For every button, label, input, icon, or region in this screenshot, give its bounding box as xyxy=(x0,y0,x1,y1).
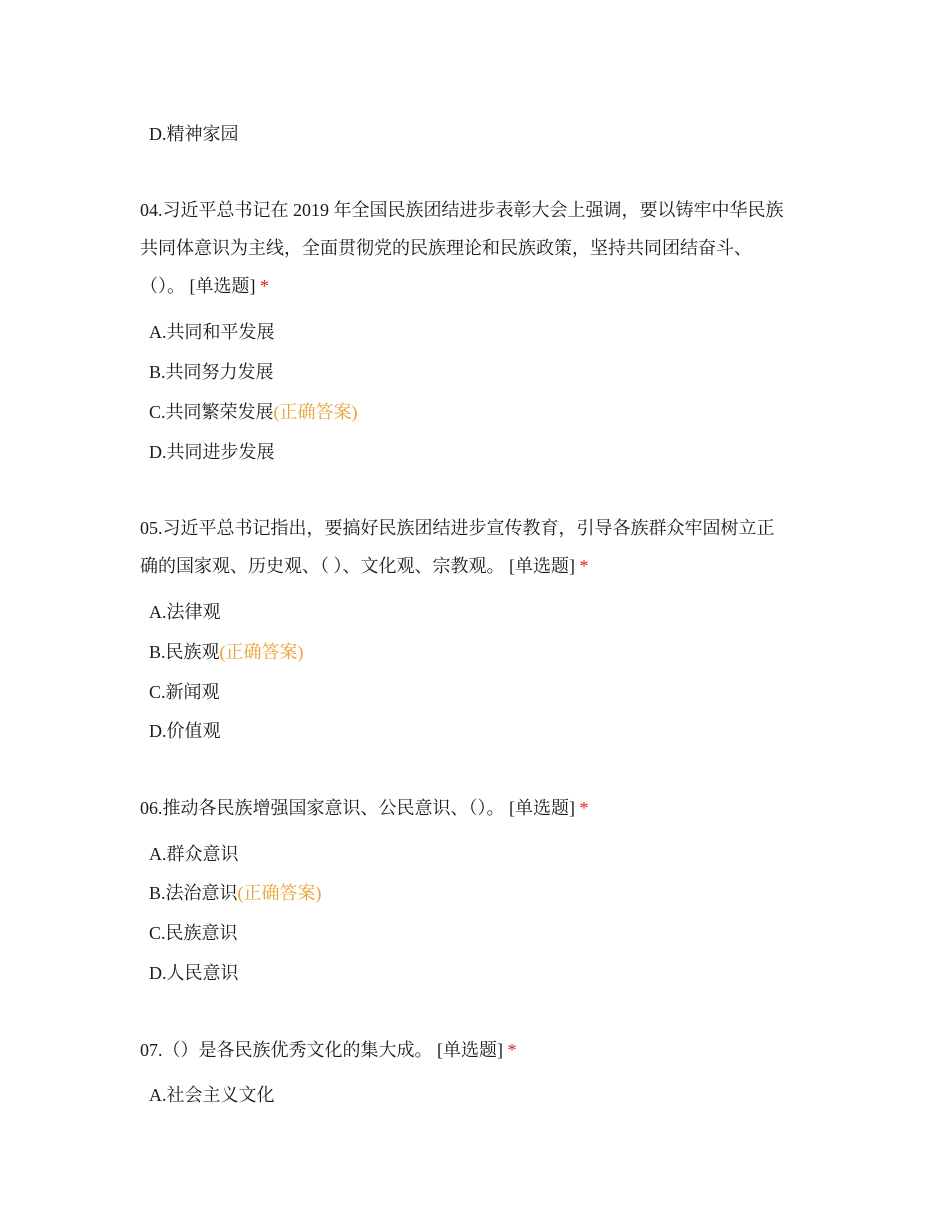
required-mark: * xyxy=(579,798,589,818)
option-item xyxy=(149,441,275,463)
option-item xyxy=(149,962,239,984)
option-item xyxy=(149,1084,275,1106)
option-item xyxy=(149,321,275,343)
option-label: C.共同繁荣发展 xyxy=(149,402,274,422)
option-label: D.精神家园 xyxy=(149,124,239,144)
option-label: C.民族意识 xyxy=(149,923,238,943)
required-mark: * xyxy=(507,1040,517,1060)
option-label: B.共同努力发展 xyxy=(149,362,274,382)
question-text: 确的国家观、历史观、（ ）、文化观、宗教观。 [单选题] xyxy=(140,556,575,576)
question-text: （）。 [单选题] xyxy=(140,276,256,296)
question-text-line xyxy=(140,275,269,297)
option-label: B.民族观 xyxy=(149,642,220,662)
question-text-line xyxy=(140,555,589,577)
option-label: D.价值观 xyxy=(149,721,221,741)
question-text: 06.推动各民族增强国家意识、公民意识、（）。 [单选题] xyxy=(140,798,575,818)
question-text: 共同体意识为主线，全面贯彻党的民族理论和民族政策，坚持共同团结奋斗、 xyxy=(140,238,752,258)
option-label: A.社会主义文化 xyxy=(149,1085,275,1105)
option-item xyxy=(149,641,304,663)
option-item xyxy=(149,681,220,703)
option-item xyxy=(149,882,322,904)
question-text-line xyxy=(140,1039,517,1061)
required-mark: * xyxy=(260,276,269,296)
question-text: 07.（）是各民族优秀文化的集大成。 [单选题] xyxy=(140,1040,503,1060)
option-item xyxy=(149,401,358,423)
option-label: C.新闻观 xyxy=(149,682,220,702)
question-text: 05.习近平总书记指出，要搞好民族团结进步宣传教育，引导各族群众牢固树立正 xyxy=(140,518,775,538)
required-mark: * xyxy=(579,556,589,576)
option-label: B.法治意识 xyxy=(149,883,238,903)
option-item xyxy=(149,123,239,145)
option-label: D.人民意识 xyxy=(149,963,239,983)
option-label: A.共同和平发展 xyxy=(149,322,275,342)
option-label: A.群众意识 xyxy=(149,844,239,864)
option-item xyxy=(149,843,239,865)
option-item xyxy=(149,361,274,383)
question-text-line xyxy=(140,797,589,819)
question-text-line xyxy=(140,199,784,221)
option-item xyxy=(149,601,221,623)
option-item xyxy=(149,922,238,944)
question-text-line xyxy=(140,517,775,539)
correct-answer-tag: (正确答案) xyxy=(273,402,358,422)
option-label: A.法律观 xyxy=(149,602,221,622)
question-text-line xyxy=(140,237,752,259)
correct-answer-tag: (正确答案) xyxy=(219,642,304,662)
option-item xyxy=(149,720,221,742)
question-text: 04.习近平总书记在 2019 年全国民族团结进步表彰大会上强调，要以铸牢中华民族 xyxy=(140,200,784,220)
option-label: D.共同进步发展 xyxy=(149,442,275,462)
correct-answer-tag: (正确答案) xyxy=(237,883,322,903)
